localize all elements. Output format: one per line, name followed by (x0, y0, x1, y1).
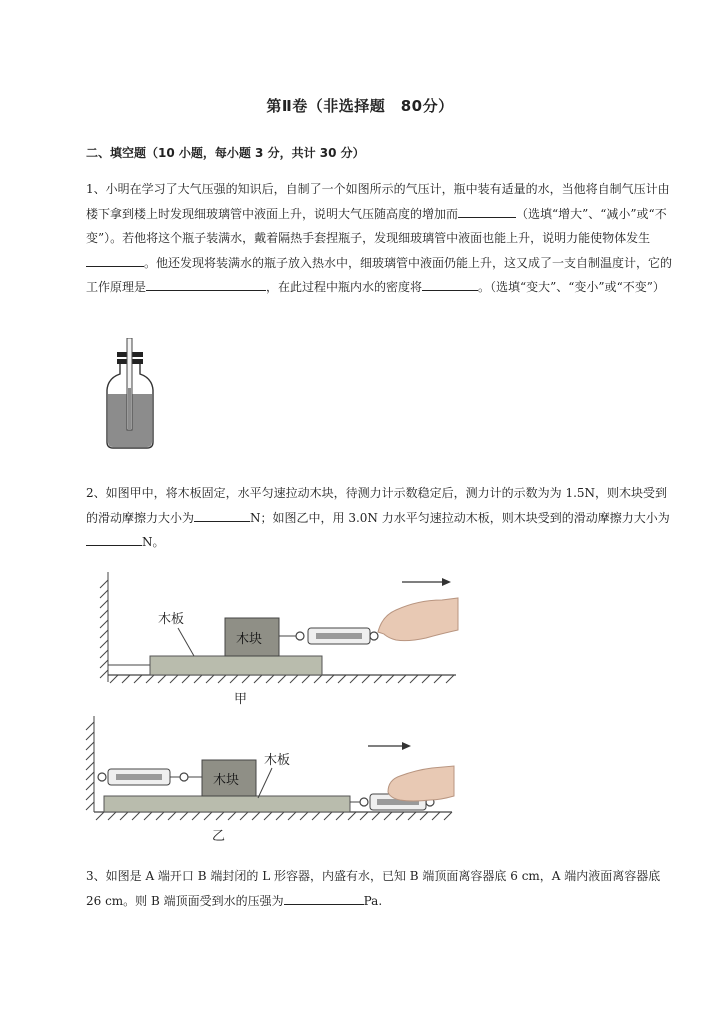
ground-hatch-yi (96, 812, 452, 820)
page-title: 第Ⅱ卷（非选择题 80分） (266, 97, 454, 115)
ground-hatch (110, 675, 454, 683)
q2-blank-1[interactable] (194, 507, 250, 522)
q1-blank-1[interactable] (458, 203, 516, 218)
figure-jia (96, 572, 466, 710)
board-hook-yi (360, 798, 368, 806)
barometer-bottle-figure (96, 338, 166, 454)
board-label-yi: 木板 (264, 753, 291, 768)
block-label-yi: 木块 (213, 773, 240, 788)
wall-hatch (100, 572, 108, 682)
board-label-pointer-yi (258, 768, 272, 798)
spring-scale-rod (316, 633, 362, 639)
q1-text-b: （选填“增大”、“减小”或“不变”）。若他将这个瓶子装满水，戴着隔热手套捏瓶子，发现细玻璃管中液面也能上升，说明力能使物体发生 (86, 206, 667, 245)
q1-blank-4[interactable] (422, 276, 478, 291)
wall-hatch-yi (86, 716, 94, 812)
block-hook (296, 632, 304, 640)
spring-scale-rod-yi (116, 774, 162, 780)
figure-caption-jia: 甲 (234, 692, 248, 707)
board-yi (104, 796, 350, 812)
question-2 (86, 481, 674, 555)
q1-text-e: 。（选填“变大”、“变小”或“不变”） (478, 280, 665, 294)
q3-blank-1[interactable] (284, 890, 364, 905)
board-label: 木板 (158, 612, 185, 627)
tube-liquid (128, 388, 131, 430)
q2-blank-2[interactable] (86, 531, 142, 546)
block-label: 木块 (236, 632, 263, 647)
question-3 (86, 864, 674, 913)
board-label-pointer (178, 628, 194, 656)
q1-text-d: ，在此过程中瓶内水的密度将 (266, 280, 423, 294)
q3-text-a: 3、如图是 A 端开口 B 端封闭的 L 形容器，内盛有水，已知 B 端顶面离容器底 6 cm，A 端内液面离容器底 26 cm。则 B 端顶面受到水的压强为 (86, 869, 661, 908)
pull-arrow-head-icon-yi (402, 742, 411, 750)
board (150, 656, 322, 675)
q1-blank-2[interactable] (86, 252, 144, 267)
scale-hook-yi (180, 773, 188, 781)
q2-text-a: 2、如图甲中，将木板固定，水平匀速拉动木块，待测力计示数稳定后，测力计的示数为为 1.5N，则木块受到的滑动摩擦力大小为 (86, 486, 668, 525)
hand-icon (378, 598, 458, 641)
q1-text-a: 1、小明在学习了大气压强的知识后，自制了一个如图所示的气压计，瓶中装有适量的水，当他将自制气压计由楼下拿到楼上时发现细玻璃管中液面上升，说明大气压随高度的增加而 (86, 182, 670, 221)
q3-text-b: Pa. (363, 893, 383, 908)
q1-blank-3[interactable] (146, 276, 266, 291)
q2-text-c: N。 (142, 535, 165, 549)
hand-icon-yi (388, 766, 454, 801)
section-heading: 二、填空题（10 小题，每小题 3 分，共计 30 分） (86, 146, 365, 160)
figure-caption-yi: 乙 (212, 829, 226, 844)
pull-arrow-head-icon (442, 578, 451, 586)
figure-yi (82, 716, 462, 846)
q2-text-b: N；如图乙中，用 3.0N 力水平匀速拉动木板，则木块受到的滑动摩擦力大小为 (250, 510, 670, 525)
spring-scale-ring (370, 632, 378, 640)
wall-ring (98, 773, 106, 781)
q1-text-c: 。他还发现将装满水的瓶子放入热水中，细玻璃管中液面仍能上升，这又成了一支自制温度计，它的工作原理是 (86, 255, 673, 294)
question-1 (86, 177, 674, 300)
